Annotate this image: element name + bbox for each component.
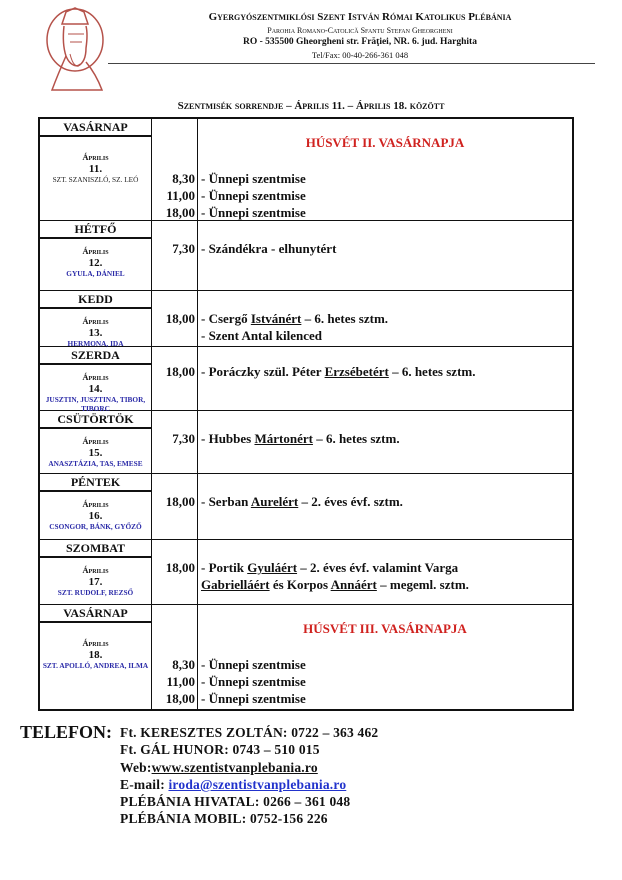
day-cell bbox=[40, 347, 152, 413]
intention-lines bbox=[201, 411, 572, 447]
intention-name: Mártonért bbox=[254, 431, 313, 446]
intention-cell bbox=[198, 347, 572, 413]
day-number: 16. bbox=[88, 510, 103, 522]
mass-time: 18,00 bbox=[165, 364, 195, 379]
intention-text: - Ünnepi szentmise bbox=[201, 674, 306, 689]
intention-lines bbox=[201, 291, 572, 344]
phone-gal: Ft. GÁL HUNOR: 0743 – 510 015 bbox=[120, 742, 320, 757]
day-number: 17. bbox=[88, 576, 103, 588]
time-cell bbox=[152, 540, 198, 604]
day-row bbox=[40, 221, 572, 291]
time-cell bbox=[152, 291, 198, 348]
day-name: VASÁRNAP bbox=[40, 605, 151, 623]
parish-name: Gyergyószentmiklósi Szent István Római Katolikus Plébánia bbox=[208, 11, 512, 23]
web-label: Web: bbox=[120, 760, 152, 775]
mass-schedule-table bbox=[38, 117, 574, 711]
intention-line bbox=[201, 327, 572, 344]
telefon-label: TELEFON: bbox=[20, 722, 113, 742]
email-line bbox=[120, 777, 346, 793]
intention-text: - Szent Antal kilenced bbox=[201, 328, 322, 343]
intention-text: - Hubbes bbox=[201, 431, 255, 446]
intention-text: - Csergő bbox=[201, 311, 251, 326]
intention-line bbox=[201, 576, 572, 593]
time-cell bbox=[152, 474, 198, 539]
day-number: 14. bbox=[88, 383, 103, 395]
mass-time-blank bbox=[152, 576, 195, 593]
intention-name: Gyuláért bbox=[247, 560, 298, 575]
name-day-saints: GYULA, DÁNIEL bbox=[66, 269, 125, 278]
intention-text: - Ünnepi szentmise bbox=[201, 657, 306, 672]
intention-lines bbox=[201, 347, 572, 380]
intention-name: Erzsébetért bbox=[324, 364, 389, 379]
intention-text: - Ünnepi szentmise bbox=[201, 691, 306, 706]
day-cell bbox=[40, 540, 152, 604]
intention-name: Aurelért bbox=[250, 494, 299, 509]
intention-line bbox=[201, 673, 572, 690]
day-name: SZOMBAT bbox=[40, 540, 151, 558]
intention-line bbox=[201, 170, 572, 187]
mass-time: 18,00 bbox=[165, 205, 195, 220]
day-row bbox=[40, 347, 572, 411]
day-row bbox=[40, 605, 572, 710]
intention-text: - Serban bbox=[201, 494, 251, 509]
mass-time: 8,30 bbox=[172, 657, 195, 672]
intention-text: – 6. hetes sztm. bbox=[301, 311, 389, 326]
day-cell bbox=[40, 221, 152, 290]
email-link[interactable]: iroda@szentistvanplebania.ro bbox=[168, 777, 347, 792]
intention-text: - Portik bbox=[201, 560, 248, 575]
mass-time: 8,30 bbox=[172, 171, 195, 186]
time-cell bbox=[152, 605, 198, 709]
intention-lines bbox=[201, 474, 572, 510]
day-number: 18. bbox=[88, 649, 103, 661]
mass-time: 7,30 bbox=[172, 241, 195, 256]
intention-line bbox=[201, 363, 572, 380]
intention-text: - Ünnepi szentmise bbox=[201, 171, 306, 186]
day-row bbox=[40, 540, 572, 605]
parish-name-romanian: Parohia Romano-Catolică Sfantu Stefan Gheorgheni bbox=[267, 26, 453, 35]
day-row bbox=[40, 291, 572, 347]
day-cell bbox=[40, 119, 152, 221]
intention-text: – megeml. sztm. bbox=[376, 577, 469, 592]
intention-line bbox=[201, 559, 572, 576]
intention-line bbox=[201, 240, 572, 257]
intention-cell bbox=[198, 291, 572, 348]
header-divider bbox=[108, 63, 595, 64]
day-row bbox=[40, 411, 572, 474]
month-label: Április bbox=[82, 565, 109, 575]
intention-cell bbox=[198, 411, 572, 473]
saint-stephen-logo bbox=[40, 4, 110, 94]
intention-line bbox=[201, 430, 572, 447]
mass-time: 7,30 bbox=[172, 431, 195, 446]
month-label: Április bbox=[82, 372, 109, 382]
date-box bbox=[40, 309, 151, 348]
intention-line bbox=[201, 187, 572, 204]
day-cell bbox=[40, 474, 152, 539]
mass-time: 18,00 bbox=[165, 494, 195, 509]
name-day-saints: ANASZTÁZIA, TAS, EMESE bbox=[48, 459, 143, 468]
web-link[interactable]: www.szentistvanplebania.ro bbox=[151, 760, 318, 775]
name-day-saints: SZT. RUDOLF, REZSŐ bbox=[57, 588, 134, 597]
intention-line bbox=[201, 656, 572, 673]
intention-cell bbox=[198, 474, 572, 539]
mobile-phone: PLÉBÁNIA MOBIL: 0752-156 226 bbox=[120, 811, 328, 826]
email-label: E-mail: bbox=[120, 777, 169, 792]
intention-cell bbox=[198, 605, 572, 709]
intention-name: Istvánért bbox=[250, 311, 302, 326]
intention-text: – 6. hetes sztm. bbox=[312, 431, 400, 446]
time-cell bbox=[152, 119, 198, 221]
date-box bbox=[40, 558, 151, 604]
intention-line bbox=[201, 690, 572, 707]
day-number: 11. bbox=[88, 163, 103, 175]
intention-text: és Korpos bbox=[269, 577, 331, 592]
month-label: Április bbox=[82, 152, 109, 162]
mass-time: 18,00 bbox=[165, 311, 195, 326]
mass-time: 18,00 bbox=[165, 560, 195, 575]
mass-time: 11,00 bbox=[166, 188, 195, 203]
intention-text: – 2. éves évf. sztm. bbox=[298, 494, 403, 509]
date-box bbox=[40, 137, 151, 221]
intention-text: – 6. hetes sztm. bbox=[388, 364, 476, 379]
time-cell bbox=[152, 221, 198, 290]
intention-text: - Ünnepi szentmise bbox=[201, 188, 306, 203]
intention-lines bbox=[201, 221, 572, 257]
intention-cell bbox=[198, 119, 572, 221]
intention-line bbox=[201, 204, 572, 221]
date-box bbox=[40, 492, 151, 539]
day-cell bbox=[40, 605, 152, 709]
office-phone: PLÉBÁNIA HIVATAL: 0266 – 361 048 bbox=[120, 794, 351, 809]
day-name: CSÜTÖRTÖK bbox=[40, 411, 151, 429]
month-label: Április bbox=[82, 316, 109, 326]
intention-text: - Poráczky szül. Péter bbox=[201, 364, 325, 379]
intention-line bbox=[201, 310, 572, 327]
month-label: Április bbox=[82, 436, 109, 446]
day-cell bbox=[40, 411, 152, 473]
parish-telfax: Tel/Fax: 00-40-266-361 048 bbox=[311, 50, 409, 60]
intention-text: – 2. éves évf. valamint Varga bbox=[297, 560, 459, 575]
day-cell bbox=[40, 291, 152, 348]
intention-cell bbox=[198, 540, 572, 604]
time-cell bbox=[152, 347, 198, 413]
day-number: 12. bbox=[88, 257, 103, 269]
day-name: SZERDA bbox=[40, 347, 151, 365]
date-box bbox=[40, 365, 151, 413]
date-box bbox=[40, 239, 151, 290]
day-name: PÉNTEK bbox=[40, 474, 151, 492]
feast-title: HÚSVÉT III. VASÁRNAPJA bbox=[303, 621, 467, 636]
day-number: 15. bbox=[88, 447, 103, 459]
web-line bbox=[120, 760, 318, 776]
time-cell bbox=[152, 411, 198, 473]
intention-text: - Szándékra - elhunytért bbox=[201, 241, 337, 256]
day-name: KEDD bbox=[40, 291, 151, 309]
date-box bbox=[40, 623, 151, 709]
feast-title: HÚSVÉT II. VASÁRNAPJA bbox=[305, 135, 465, 150]
phone-keresztes: Ft. KERESZTES ZOLTÁN: 0722 – 363 462 bbox=[120, 725, 379, 740]
month-label: Április bbox=[82, 246, 109, 256]
intention-name: Gabrielláért bbox=[201, 577, 270, 592]
month-label: Április bbox=[82, 638, 109, 648]
intention-cell bbox=[198, 221, 572, 290]
intention-lines bbox=[201, 540, 572, 593]
name-day-saints: SZT. APOLLÓ, ANDREA, ILMA bbox=[42, 661, 149, 670]
month-label: Április bbox=[82, 499, 109, 509]
name-day-saints: SZT. SZANISZLÓ, SZ. LEÓ bbox=[52, 175, 139, 184]
parish-address: RO - 535500 Gheorgheni str. Frăţiei, NR. 6. jud. Harghita bbox=[243, 37, 477, 47]
intention-text: - Ünnepi szentmise bbox=[201, 205, 306, 220]
name-day-saints: JUSZTIN, JUSZTINA, TIBOR, TIBORC bbox=[45, 395, 146, 413]
intention-name: Annáért bbox=[330, 577, 377, 592]
day-row bbox=[40, 474, 572, 540]
intention-line bbox=[201, 493, 572, 510]
name-day-saints: HERMONA, IDA bbox=[67, 339, 124, 348]
day-row bbox=[40, 119, 572, 221]
day-number: 13. bbox=[88, 327, 103, 339]
date-box bbox=[40, 429, 151, 473]
mass-time-blank bbox=[152, 327, 195, 344]
schedule-title: Szentmisék sorrendje – Április 11. – Április 18. között bbox=[177, 100, 445, 112]
name-day-saints: CSONGOR, BÁNK, GYŐZŐ bbox=[49, 522, 142, 531]
day-name: HÉTFŐ bbox=[40, 221, 151, 239]
mass-time: 18,00 bbox=[165, 691, 195, 706]
mass-time: 11,00 bbox=[166, 674, 195, 689]
day-name: VASÁRNAP bbox=[40, 119, 151, 137]
